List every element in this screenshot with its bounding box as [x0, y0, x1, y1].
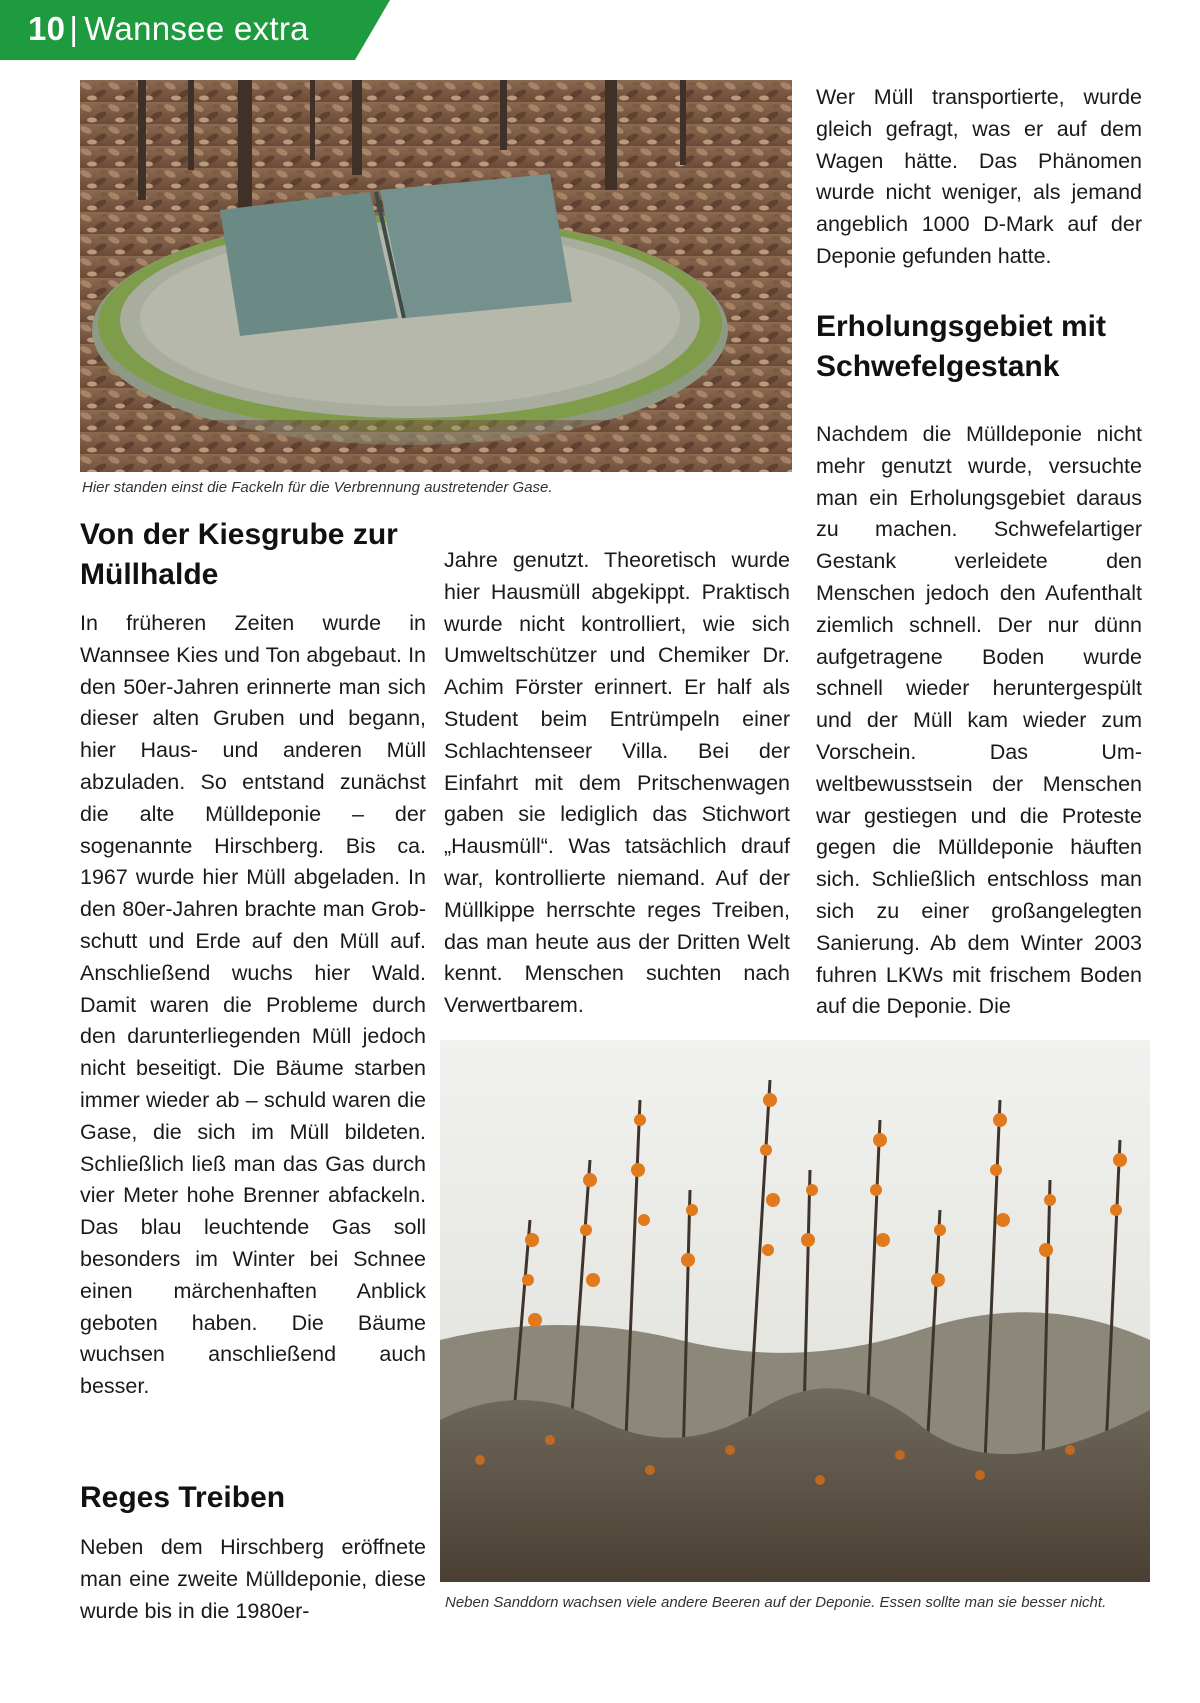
section-header-tab	[0, 0, 430, 60]
header-separator: |	[69, 10, 79, 47]
paragraph-transport: Wer Müll transportierte, wurde gleich gefragt, was er auf dem Wagen hätte. Das Phänomen wurde nicht weniger, als jemand angeblich 1000 D-Mark auf der Deponie gefunden hatte.	[816, 85, 1142, 268]
heading-erholungsgebiet: Erholungsgebiet mit Schwefelgestank	[816, 310, 1107, 383]
paragraph-kiesgrube: In früheren Zeiten wurde in Wannsee Kies und Ton abgebaut. In den 50er-Jahren erinnerte man sich dieser alten Gruben und begann, hier Haus- und anderen Müll abzuladen. So entstand zunächst die alte Mülldeponie – der sogenannte Hirschberg. Bis ca. 1967 wurde hier Müll abgeladen. In den 80er-Jahren brachte man Grobschutt und Erde auf den Müll auf. Anschließend wuchs hier Wald. Damit waren die Probleme durch den darunterliegenden Müll jedoch nicht beseitigt. Die Bäume starben immer wieder ab – schuld waren die Gase, die sich im Müll bildeten. Schließlich ließ man das Gas durch vier Meter hohe Brenner abfackeln. Das blau leuchtende Gas soll besonders im Winter bei Schnee einen märchenhaften Anblick geboten haben. Die Bäume wuchsen anschließend auch besser.	[80, 611, 426, 1399]
photo-caption-top: Hier standen einst die Fackeln für die Verbrennung austretender Gase.	[82, 479, 553, 496]
paragraph-erholungsgebiet: Nachdem die Mülldeponie nicht mehr genutzt wurde, versuchte man ein Erholungsgebiet daraus zu machen. Schwefelartiger Gestank verleidete den Menschen jedoch den Aufenthalt ziemlich schnell. Der nur dünn aufgetragene Boden wurde schnell wieder heruntergespült und der Müll kam wieder zum Vorschein. Das Umweltbewusstsein der Menschen war gestiegen und die Proteste gegen die Mülldeponie häuften sich. Schließlich entschloss man sich zu einer großangelegten Sanierung. Ab dem Winter 2003 fuhren LKWs mit frischem Boden auf die Deponie. Die	[816, 422, 1142, 1019]
section-title: Wannsee extra	[84, 10, 309, 47]
heading-kiesgrube: Von der Kiesgrube zur Müllhalde	[80, 518, 398, 591]
page-number: 10	[28, 10, 66, 47]
header-label	[28, 10, 309, 48]
paragraph-hausmuell: Jahre genutzt. Theoretisch wurde hier Hausmüll abgekippt. Praktisch wurde nicht kontrolliert, wie sich Umweltschützer und Chemiker Dr. Achim Förster erinnert. Er half als Student beim Entrümpeln einer Schlachtenseer Villa. Bei der Einfahrt mit dem Pritschenwagen gaben sie lediglich das Stichwort „Hausmüll“. Was tatsächlich drauf war, kontrollierte niemand. Auf der Müllkippe herrschte reges Treiben, das man heute aus der Dritten Welt kennt. Menschen suchten nach Verwertbarem.	[444, 548, 790, 1018]
photo-caption-bottom: Neben Sanddorn wachsen viele andere Beeren auf der Deponie. Essen sollte man sie besser nicht.	[445, 1594, 1107, 1611]
photo-sea-buckthorn	[440, 1040, 1150, 1582]
paragraph-reges-treiben: Neben dem Hirschberg eröffnete man eine zweite Mülldeponie, diese wurde bis in die 1980er-	[80, 1535, 426, 1623]
heading-reges-treiben: Reges Treiben	[80, 1481, 286, 1514]
photo-concrete-slab	[80, 80, 792, 472]
